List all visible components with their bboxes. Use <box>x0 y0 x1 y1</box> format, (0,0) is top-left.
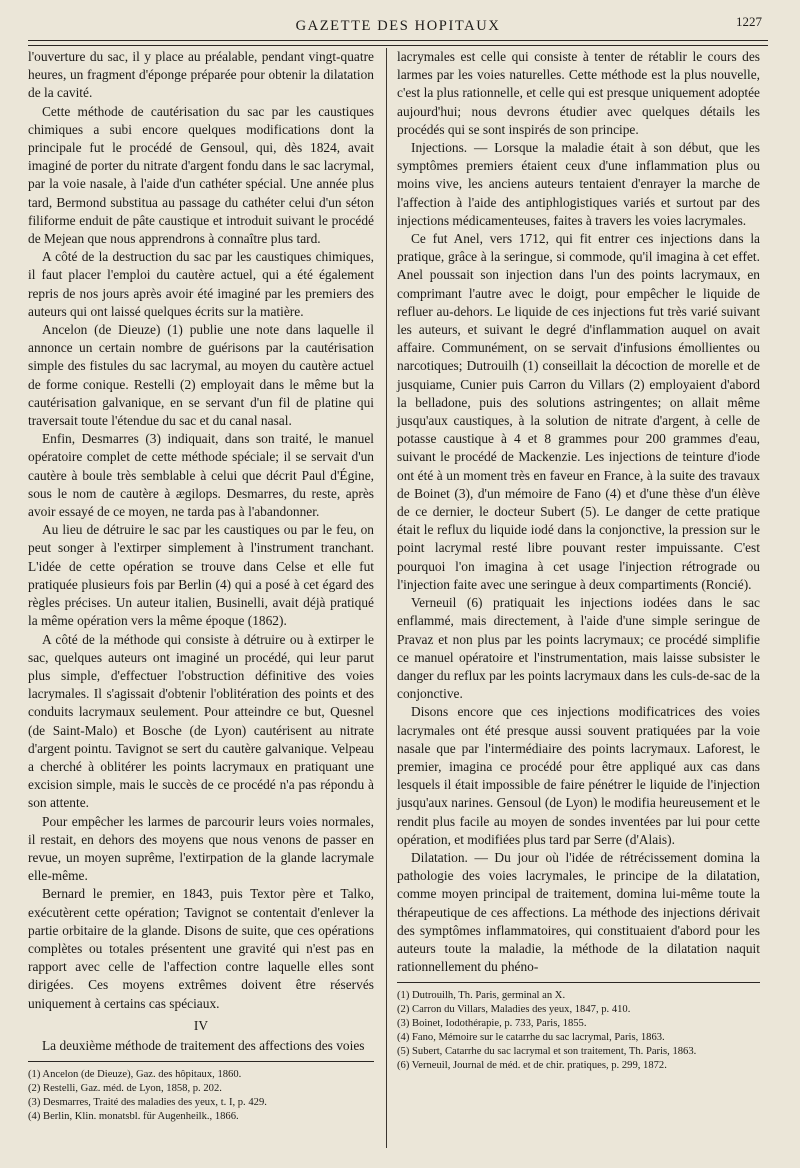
running-title: GAZETTE DES HOPITAUX <box>295 18 501 34</box>
paragraph: Enfin, Desmarres (3) indiquait, dans son traité, le manuel opératoire complet de cette méthode spéciale; il se servait d'un cautère à boule très semblable à celui que décrit Paul d'Égine, sous le nom de cautère à ægilops. Desmarres, du reste, après avoir essayé de ce moyen, ne tarda pas à l'abandonner. <box>28 431 374 520</box>
footnote-rule <box>28 1061 374 1062</box>
paragraph: Ancelon (de Dieuze) (1) publie une note dans laquelle il annonce un certain nombre de guérisons par la cautérisation simple des fistules du sac lacrymal, au moyen du cautère actuel de forme conique. Restelli (2) employait dans le même but la cautérisation galvanique, en se servant d'un fil de platine qui traversait toute l'étendue du sac et du canal nasal. <box>28 322 374 429</box>
footnote: (6) Verneuil, Journal de méd. et de chir. pratiques, p. 299, 1872. <box>397 1060 667 1072</box>
paragraph: Pour empêcher les larmes de parcourir leurs voies normales, il restait, en dehors des moyens que nous venons de passer en revue, un moyen suprême, l'extirpation de la glande lacrymale elle-même. <box>28 813 374 884</box>
paragraph: Cette méthode de cautérisation du sac par les caustiques chimiques a subi encore quelques modifications dont la principale fut le procédé de Gensoul, qui, dès 1824, avait imaginé de porter du nitrate d'argent fondu dans le sac lacrymal, par la voie nasale, à l'aide d'un cathéter spécial. Une année plus tard, Bermond substitua au passage du cathéter celui d'un séton filiforme enduit de pâte caustique et introduit suivant le procédé de Mejean que nous apprendrons à connaître plus tard. <box>28 103 374 247</box>
paragraph: l'ouverture du sac, il y place au préalable, pendant vingt-quatre heures, un fragment d'éponge préparée pour obtenir la dilatation de la cavité. <box>28 49 374 101</box>
paragraph: Ce fut Anel, vers 1712, qui fit entrer ces injections dans la pratique, grâce à la seringue, si commode, qu'il imagina à cet effet. Anel poussait son injection dans l'un des points lacrymaux, en comprimant l'autre avec le doigt, pour empêcher le liquide de refluer au-dehors. Le liquide de ces injections fut très varié suivant les auteurs, et suivant le degré d'inflammation auquel on avait affaire. Communément, on se servait d'infusions émollientes ou narcotiques; Dutrouilh (1) conseillait la décoction de morelle et de jusquiame, Cunier puis Carron du Villars (2) employaient d'abord la belladone, puis des solutions astringentes; on allait même jusqu'aux caustiques, à la solution de nitrate d'argent, à celle de potasse caustique à 4 et 8 grammes pour 200 grammes d'eau, suivant le procédé de Mackenzie. Les injections de teinture d'iode ont été à un moment très en faveur en France, à la suite des travaux de Boinet (3), d'un mémoire de Fano (4) et d'une thèse d'un élève de ce dernier, le docteur Subert (5). Le danger de cette pratique était le reflux du liquide iodé dans la conjonctive, la pression sur le point lacrymal resté libre pouvant rester impuissante. C'est pourquoi l'on imagina à cet usage l'injection rétrograde ou l'injection faite avec une seringue à deux compartiments (Roncié). <box>397 231 760 592</box>
footnotes-right <box>397 989 760 1073</box>
footnote: (5) Subert, Catarrhe du sac lacrymal et son traitement, Th. Paris, 1863. <box>397 1046 697 1058</box>
footnote: (4) Fano, Mémoire sur le catarrhe du sac lacrymal, Paris, 1863. <box>397 1032 665 1044</box>
footnote: (3) Boinet, Iodothérapie, p. 733, Paris, 1855. <box>397 1018 587 1030</box>
footnote: (2) Carron du Villars, Maladies des yeux, 1847, p. 410. <box>397 1004 631 1016</box>
footnote: (4) Berlin, Klin. monatsbl. für Augenheilk., 1866. <box>28 1111 239 1123</box>
page-number: 1227 <box>736 14 762 29</box>
right-column <box>397 48 760 1073</box>
footnote: (1) Dutrouilh, Th. Paris, germinal an X. <box>397 990 566 1002</box>
paragraph: lacrymales est celle qui consiste à tenter de rétablir le cours des larmes par les voies naturelles. Cette méthode est la plus nouvelle, c'est la plus rationnelle, et celle qui est presque uniquement adoptée aujourd'hui; nous devrons étudier avec quelques détails les procédés qui se sont inspirés de son principe. <box>397 49 760 137</box>
paragraph: Au lieu de détruire le sac par les caustiques ou par le feu, on peut songer à l'extirper simplement à l'instrument tranchant. L'idée de cette opération se trouve dans Celse et elle fut pratiquée plusieurs fois par Berlin (4) qui a posé à cet égard des règles précises. Un auteur italien, Businelli, avait déjà pratiqué la même opération vers la même époque (1862). <box>28 522 374 629</box>
footnote: (2) Restelli, Gaz. méd. de Lyon, 1858, p. 202. <box>28 1083 222 1095</box>
paragraph-dilatation: Dilatation. — Du jour où l'idée de rétrécissement domina la pathologie des voies lacrymales, le principe de la dilatation, comme moyen principal de traitement, domina lui-même toute la thérapeutique de ces affections. La méthode des injections dérivait des symptômes inflammatoires, qui constituaient d'abord pour les auteurs toute la maladie, la méthode de la dilatation naquit rationnellement du phéno- <box>397 849 760 975</box>
footnote: (3) Desmarres, Traité des maladies des yeux, t. I, p. 429. <box>28 1097 267 1109</box>
footnote-rule <box>397 982 760 983</box>
page-header <box>28 12 768 42</box>
paragraph-injections: Injections. — Lorsque la maladie était à son début, que les symptômes premiers étaient ceux d'une inflammation plus ou moins vive, les anciens auteurs tentaient d'enrayer la marche de l'affection à l'aide des antiphlogistiques variés et surtout par des injections médicamenteuses, faites à travers les voies lacrymales. <box>397 140 760 228</box>
footnote: (1) Ancelon (de Dieuze), Gaz. des hôpitaux, 1860. <box>28 1069 242 1081</box>
section-intro: La deuxième méthode de traitement des affections des voies <box>42 1037 365 1053</box>
paragraph: Verneuil (6) pratiquait les injections iodées dans le sac enflammé, mais directement, à l'aide d'une simple seringue de Pravaz et non plus par les points lacrymaux; ce procédé simplifie ce manuel opératoire et l'instrumentation, mais laisse subsister le danger du reflux par les points lacrymaux dans les culs-de-sac de la conjonctive. <box>397 595 760 702</box>
section-number: IV <box>193 1017 209 1033</box>
header-rule-thin <box>28 45 768 46</box>
header-rule <box>28 40 768 41</box>
left-column <box>28 48 374 1124</box>
paragraph: Bernard le premier, en 1843, puis Textor père et Talko, exécutèrent cette opération; Tavignot se contentait d'enlever la partie orbitaire de la glande. Disons de suite, que ces opérations complètes ou totales présentent une gravité qui n'est pas en rapport avec celle de l'affection contre laquelle elles sont dirigées. Ces moyens extrêmes doivent être réservés uniquement à certains cas spéciaux. <box>28 886 374 1011</box>
paragraph: Disons encore que ces injections modificatrices des voies lacrymales ont été presque aussi souvent pratiquées par la voie nasale que par l'intermédiaire des points lacrymaux. Laforest, le premier, imagina ce procédé pour être appliqué aux cas dans lesquels il était impossible de faire pénétrer le liquide de l'injection jusqu'aux narines. Gensoul (de Lyon) le modifia heureusement et le rendit plus facile au moyen de sondes inventées par lui pour cette opération, et modifiées plus tard par Serre (d'Alais). <box>397 704 760 847</box>
footnotes-left <box>28 1068 374 1124</box>
paragraph: A côté de la destruction du sac par les caustiques chimiques, il faut placer l'emploi du cautère actuel, qui a été également repris de nos jours après avoir été imaginé par les premiers des auteurs qui ont laissé quelques écrits sur la matière. <box>28 249 374 319</box>
paragraph: A côté de la méthode qui consiste à détruire ou à extirper le sac, quelques auteurs ont imaginé un procédé, qui leur parut plus simple, d'effectuer l'obstruction définitive des voies lacrymales. Il s'agissait d'obtenir l'oblitération des points et des conduits lacrymaux seulement. Pour atteindre ce but, Quesnel (de Saint-Malo) et Bosche (de Lyon) cautérisent au nitrate d'argent pointu. Tavignot se sert du cautère galvanique. Velpeau a cherché à oblitérer les points lacrymaux en pratiquant une excision simple, mais le succès de ce procédé n'a pas répondu à son attente. <box>28 631 374 811</box>
column-divider <box>386 48 387 1148</box>
